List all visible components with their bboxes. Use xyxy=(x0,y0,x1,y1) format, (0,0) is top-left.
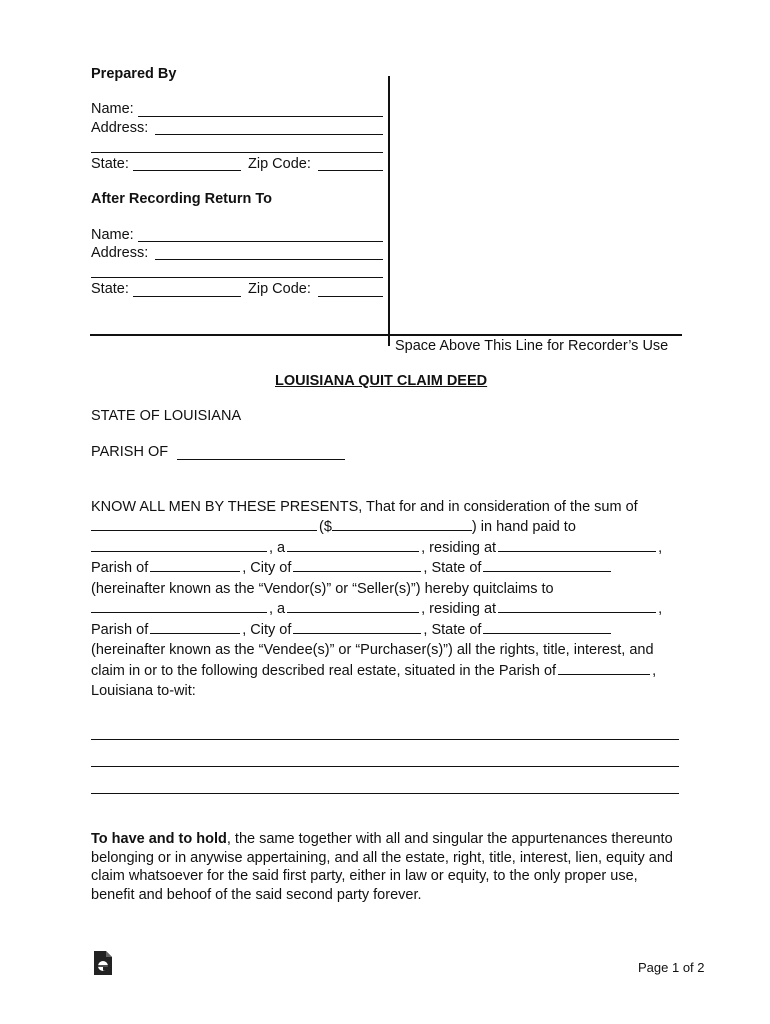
prepared-name-field[interactable] xyxy=(138,116,383,117)
vendor-definition-line: (hereinafter known as the “Vendor(s)” or “Seller(s)”) hereby quitclaims to xyxy=(91,581,554,597)
amount-words-field[interactable] xyxy=(91,518,317,531)
prepared-address-line2[interactable] xyxy=(91,152,383,153)
return-address-field[interactable] xyxy=(155,259,383,260)
prepared-address-label: Address: xyxy=(91,120,149,136)
prepared-state-field[interactable] xyxy=(133,170,241,171)
habendum-text: , the same together with all and singular the appurtenances thereunto belonging or in anywise appertaining, and all the estate, right, title, interest, lien, equity and claim whatsoever for the said first party, either in law or equity, to the only proper use, benefit and behoof of the said second party forever. xyxy=(91,831,673,903)
return-state-field[interactable] xyxy=(133,296,241,297)
vendor-state-field[interactable] xyxy=(483,559,611,572)
paid-to-label: ) in hand paid to xyxy=(471,519,576,535)
vendee-status-field[interactable] xyxy=(287,600,419,613)
vendee-parish-field[interactable] xyxy=(150,621,240,634)
amount-dollars-field[interactable] xyxy=(332,518,472,531)
prepared-state-label: State: xyxy=(91,156,129,172)
vendee-name-line xyxy=(91,599,662,619)
return-name-label: Name: xyxy=(91,227,134,243)
return-address-line2[interactable] xyxy=(91,277,383,278)
vendor-city-field[interactable] xyxy=(293,559,421,572)
comma: , xyxy=(658,540,663,556)
recorder-horizontal-rule xyxy=(90,334,682,336)
after-recording-heading: After Recording Return To xyxy=(91,191,272,207)
return-name-field[interactable] xyxy=(138,241,383,242)
vendee-address-field[interactable] xyxy=(498,600,656,613)
return-address-label: Address: xyxy=(91,245,149,261)
claim-line xyxy=(91,661,656,681)
state-of-louisiana: STATE OF LOUISIANA xyxy=(91,408,242,424)
vendor-city-label: , City of xyxy=(242,560,292,576)
vendee-state-field[interactable] xyxy=(483,621,611,634)
legal-description-line-1[interactable] xyxy=(91,739,679,740)
prepared-name-label: Name: xyxy=(91,101,134,117)
residing-at-label: , residing at xyxy=(421,601,497,617)
property-parish-field[interactable] xyxy=(558,662,650,675)
prepared-zip-field[interactable] xyxy=(318,170,383,171)
residing-at-label: , residing at xyxy=(421,540,497,556)
a-label: , a xyxy=(269,540,286,556)
prepared-address-field[interactable] xyxy=(155,134,383,135)
vendor-name-line xyxy=(91,538,662,558)
vendee-parish-label: Parish of xyxy=(91,622,149,638)
vendor-location-line xyxy=(91,558,613,578)
vendee-name-field[interactable] xyxy=(91,600,267,613)
vendee-city-field[interactable] xyxy=(293,621,421,634)
a-label: , a xyxy=(269,601,286,617)
prepared-zip-label: Zip Code: xyxy=(248,156,311,172)
vendor-status-field[interactable] xyxy=(287,539,419,552)
vendor-address-field[interactable] xyxy=(498,539,656,552)
return-state-label: State: xyxy=(91,281,129,297)
vendee-definition-line: (hereinafter known as the “Vendee(s)” or “Purchaser(s)”) all the rights, title, interest, and xyxy=(91,642,654,658)
legal-description-line-3[interactable] xyxy=(91,793,679,794)
louisiana-to-wit: Louisiana to-wit: xyxy=(91,683,196,699)
vendor-state-label: , State of xyxy=(423,560,482,576)
recorder-vertical-rule xyxy=(388,76,390,346)
habendum-paragraph xyxy=(91,830,681,904)
habendum-bold: To have and to hold xyxy=(91,831,227,847)
prepared-by-heading: Prepared By xyxy=(91,66,177,82)
vendor-parish-label: Parish of xyxy=(91,560,149,576)
vendee-state-label: , State of xyxy=(423,622,482,638)
deed-title: LOUISIANA QUIT CLAIM DEED xyxy=(275,373,488,389)
legal-description-line-2[interactable] xyxy=(91,766,679,767)
parish-of-label: PARISH OF xyxy=(91,444,169,460)
dollar-label: ($ xyxy=(319,519,332,535)
page-number: Page 1 of 2 xyxy=(638,960,705,975)
vendor-parish-field[interactable] xyxy=(150,559,240,572)
amount-line xyxy=(91,517,576,537)
comma: , xyxy=(652,663,657,679)
return-zip-field[interactable] xyxy=(318,296,383,297)
parish-of-field[interactable] xyxy=(177,459,345,460)
claim-text: claim in or to the following described real estate, situated in the Parish of xyxy=(91,663,557,679)
vendee-location-line xyxy=(91,620,613,640)
vendee-city-label: , City of xyxy=(242,622,292,638)
comma: , xyxy=(658,601,663,617)
consideration-line: KNOW ALL MEN BY THESE PRESENTS, That for and in consideration of the sum of xyxy=(91,499,638,515)
eforms-logo-icon xyxy=(93,950,113,976)
return-zip-label: Zip Code: xyxy=(248,281,311,297)
recorder-note: Space Above This Line for Recorder’s Use xyxy=(395,338,669,354)
vendor-name-field[interactable] xyxy=(91,539,267,552)
